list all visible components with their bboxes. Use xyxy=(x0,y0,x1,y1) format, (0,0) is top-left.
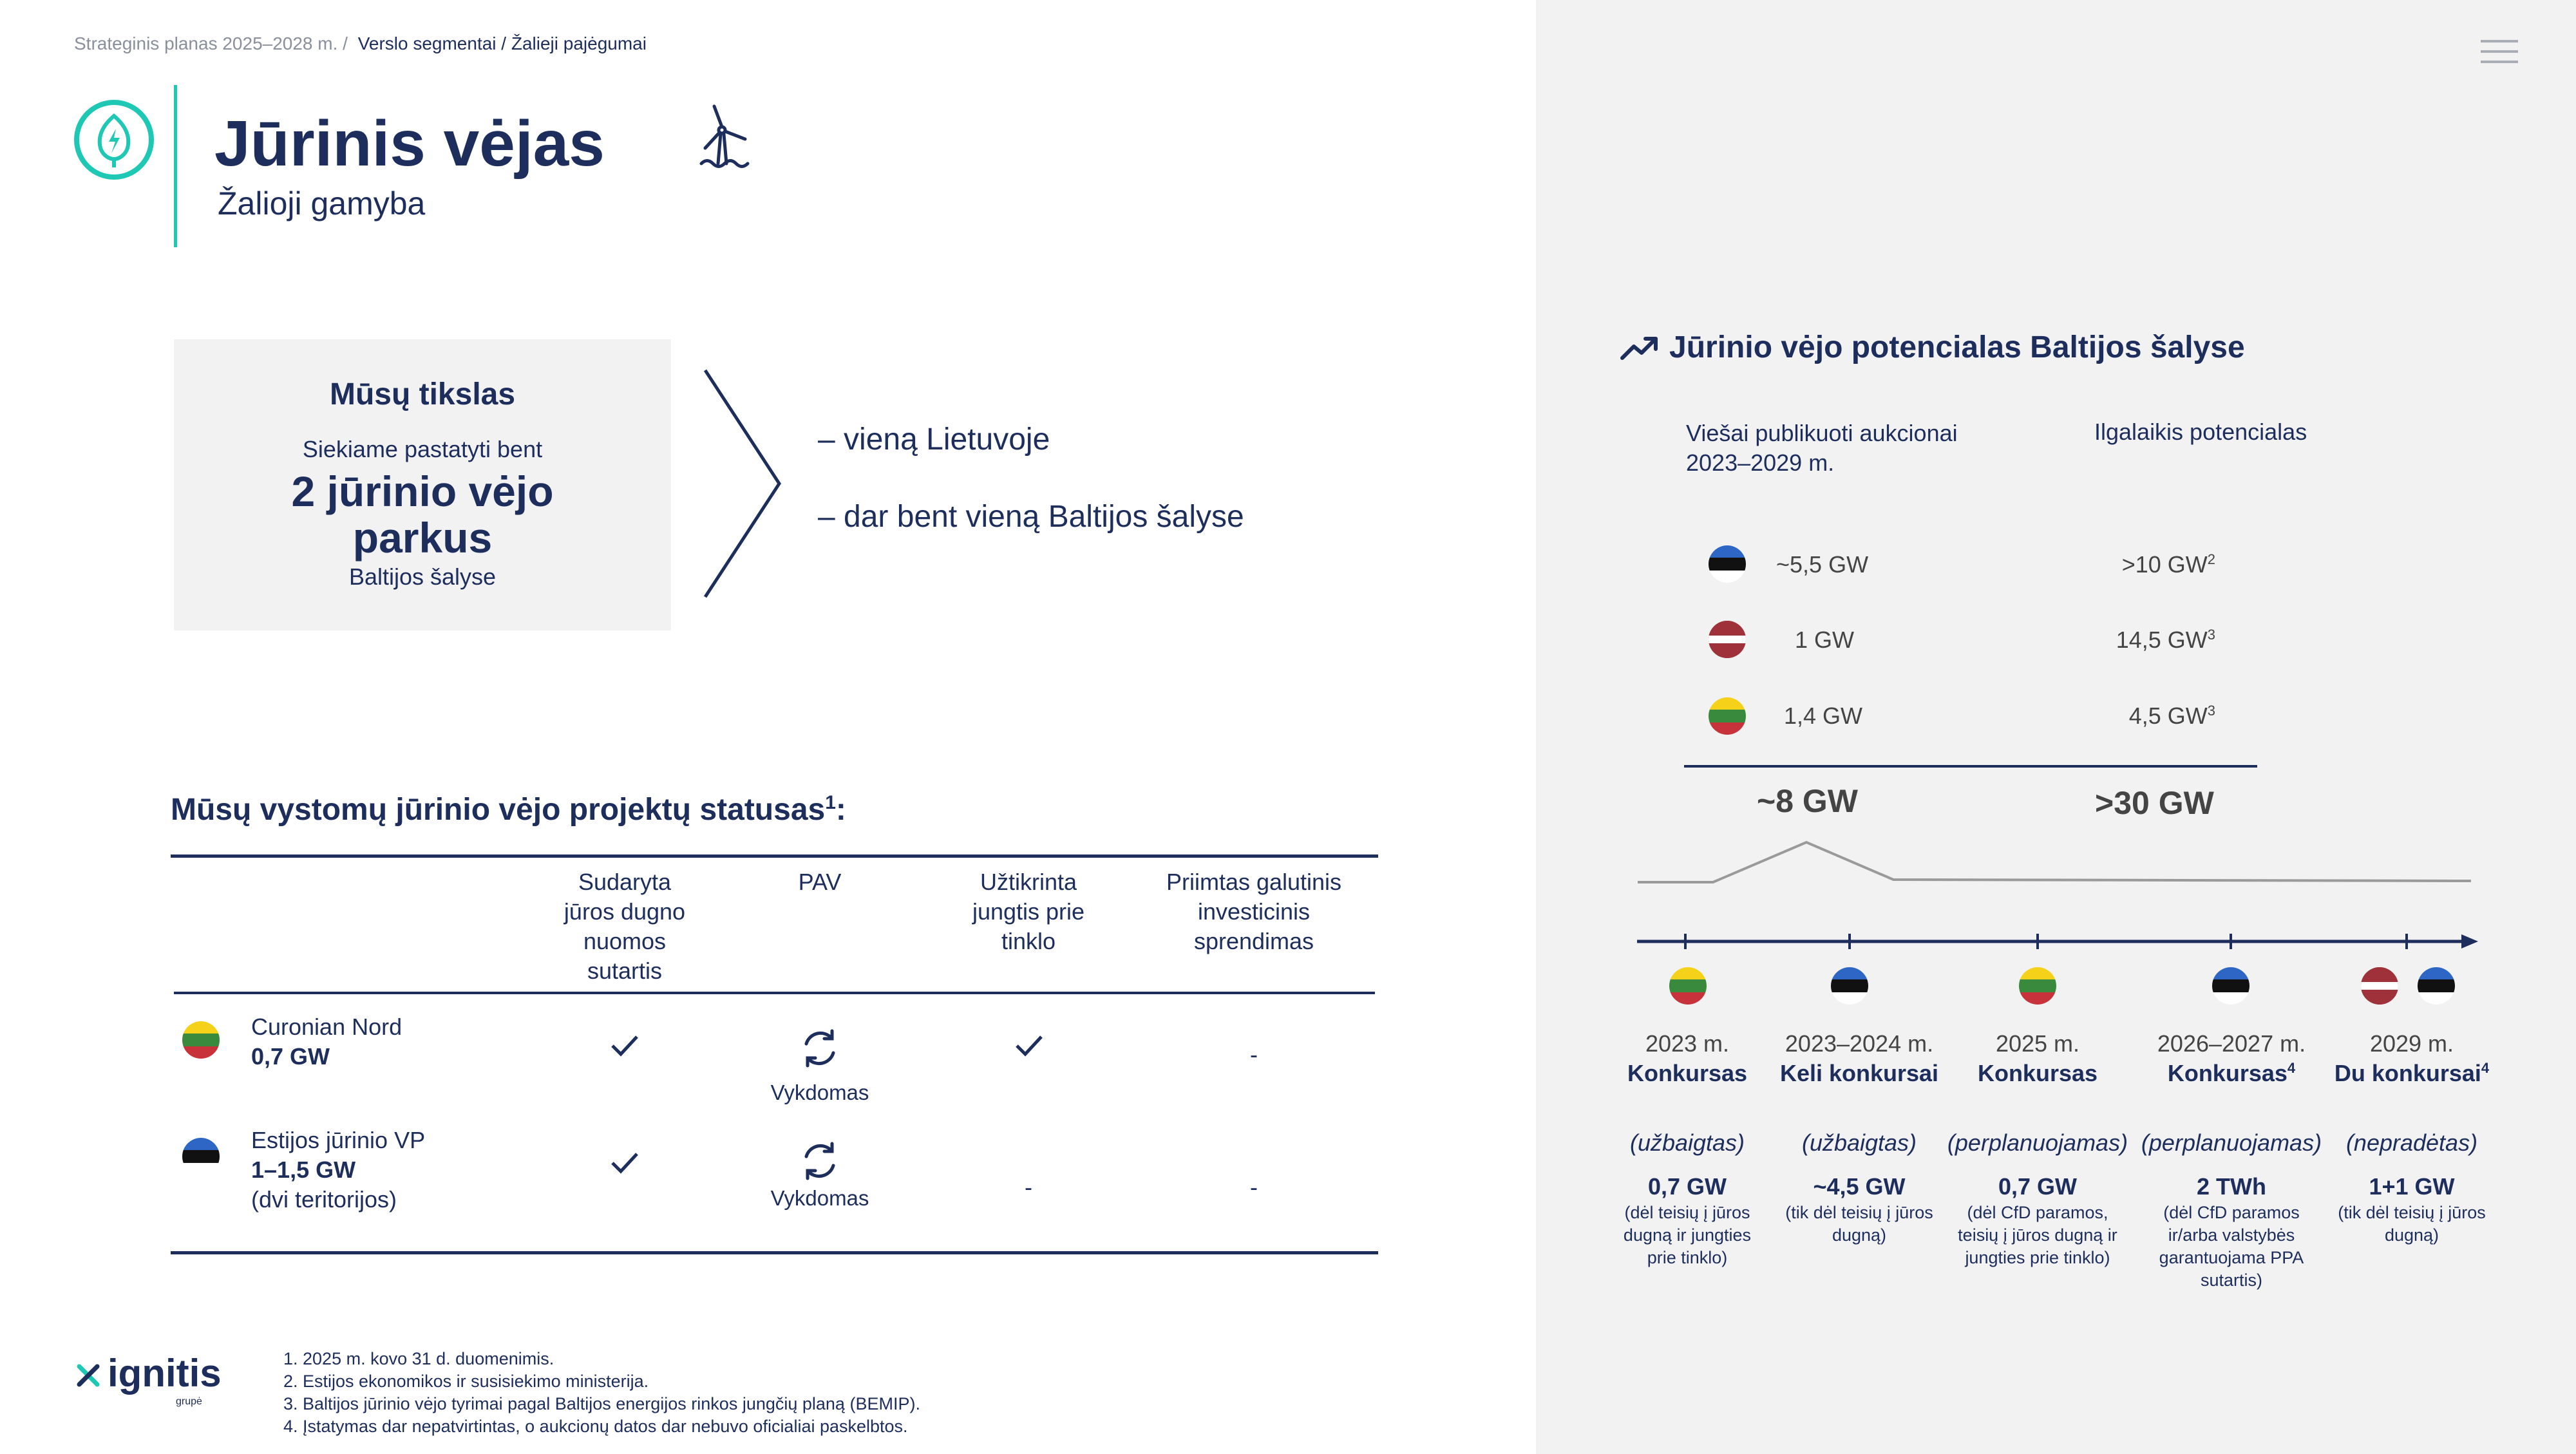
goal-line1: Siekiame pastatyti bent xyxy=(302,436,543,462)
goal-heading: Mūsų tikslas xyxy=(329,377,516,411)
goal-bullet-2: – dar bent vieną Baltijos šalyse xyxy=(818,500,1244,534)
timeline-value: 0,7 GW xyxy=(1647,1173,1727,1200)
timeline-item-2025 xyxy=(1931,1030,2144,1269)
table-header-rule xyxy=(174,992,1375,994)
footnote-2: 2. Estijos ekonomikos ir susisiekimo ministerija. xyxy=(283,1372,649,1391)
status-title-colon: : xyxy=(835,793,846,827)
potential-total-rule xyxy=(1684,765,2257,768)
project-capacity: 0,7 GW xyxy=(251,1043,330,1070)
potential-title: Jūrinio vėjo potencialas Baltijos šalyse xyxy=(1669,330,2245,364)
table-bottom-rule xyxy=(171,1251,1378,1254)
timeline-desc: (tik dėl teisių į jūros dugną) xyxy=(1785,1203,1933,1245)
goal-bullet-1: – vieną Lietuvoje xyxy=(818,422,1050,457)
flag-latvia-icon xyxy=(2361,967,2398,1005)
potential-col1-header: Viešai publikuoti aukcionai 2023–2029 m. xyxy=(1686,420,1958,476)
timeline-value: 1+1 GW xyxy=(2369,1173,2455,1200)
potential-value-lithuania: 4,5 $GW^3$ xyxy=(2128,703,2215,729)
potential-value-estonia: >10 $GW^2$ xyxy=(2121,551,2215,578)
goal-big-line2: parkus xyxy=(352,514,493,562)
timeline-status: (perplanuojamas) xyxy=(1947,1129,2128,1156)
timeline-status: (užbaigtas) xyxy=(1801,1129,1917,1156)
logo[interactable] xyxy=(74,1352,229,1409)
page-subtitle: Žalioji gamyba xyxy=(218,185,426,222)
table-top-rule xyxy=(171,854,1378,858)
check-icon xyxy=(611,1151,639,1175)
project-capacity: 1–1,5 GW xyxy=(251,1157,356,1183)
flag-estonia-icon xyxy=(1831,967,1868,1005)
timeline-label: Du konkursai$^4$ xyxy=(2334,1060,2490,1086)
timeline-year: 2023 m. xyxy=(1645,1030,1730,1057)
col-header-pav: PAV xyxy=(798,869,842,895)
table-row xyxy=(251,1126,425,1214)
pav-status-label: Vykdomas xyxy=(770,1186,869,1210)
flag-lithuania-icon xyxy=(2019,967,2056,1005)
timeline-value: 0,7 GW xyxy=(1998,1173,2078,1200)
status-table-title xyxy=(171,792,846,827)
timeline-status: (nepradėtas) xyxy=(2345,1129,2478,1156)
breadcrumb xyxy=(74,33,647,54)
timeline-year: 2029 m. xyxy=(2369,1030,2454,1057)
grid-status: - xyxy=(1025,1174,1032,1200)
breadcrumb-parent[interactable]: Strateginis planas 2025–2028 m. / xyxy=(74,33,348,53)
goal-box xyxy=(174,339,671,630)
check-icon xyxy=(1015,1034,1043,1057)
timeline-desc: (dėl CfD paramos ir/arba valstybės garantuojama PPA sutartis) xyxy=(2159,1203,2304,1290)
project-name: Estijos jūrinio VP xyxy=(251,1127,426,1153)
status-title-text: Mūsų vystomų jūrinio vėjo projektų statusas xyxy=(171,793,826,827)
goal-big-line1: 2 jūrinio vėjo xyxy=(291,467,554,515)
timeline-status: (užbaigtas) xyxy=(1629,1129,1745,1156)
timeline-label: Keli konkursai xyxy=(1779,1060,1939,1086)
chevron-right-icon xyxy=(702,367,786,600)
flag-estonia-icon xyxy=(2212,967,2249,1005)
timeline-desc: (tik dėl teisių į jūros dugną) xyxy=(2338,1203,2486,1245)
refresh-icon xyxy=(799,1140,841,1182)
col-header-fid: Priimtas galutinis investicinis sprendimas xyxy=(1166,869,1342,954)
timeline-year: 2023–2024 m. xyxy=(1785,1030,1934,1057)
fid-status: - xyxy=(1250,1041,1258,1068)
title-divider xyxy=(174,85,177,247)
potential-col2-header: Ilgalaikis potencialas xyxy=(2094,419,2307,445)
total-potential: >30 GW xyxy=(2095,785,2214,821)
footnote-3: 3. Baltijos jūrinio vėjo tyrimai pagal Baltijos energijos rinkos jungčių planą (BEMIP). xyxy=(283,1394,920,1413)
flag-lithuania-icon xyxy=(182,1021,220,1059)
goal-line3: Baltijos šalyse xyxy=(348,563,497,590)
trend-up-icon xyxy=(1620,334,1660,362)
menu-icon[interactable] xyxy=(2481,39,2518,64)
flag-lithuania-icon xyxy=(1709,697,1746,735)
flag-latvia-icon xyxy=(1709,621,1746,658)
col-header-lease: Sudaryta jūros dugno nuomos sutartis xyxy=(564,869,686,984)
auction-value-estonia: ~5,5 GW xyxy=(1776,551,1869,578)
potential-value-latvia: 14,5 $GW^3$ xyxy=(2116,627,2215,653)
timeline-year: 2026–2027 m. xyxy=(2157,1030,2306,1057)
auction-value-lithuania: 1,4 GW xyxy=(1784,703,1863,729)
page-title: Jūrinis vėjas xyxy=(214,108,605,180)
project-name: Curonian Nord xyxy=(251,1014,402,1040)
table-row xyxy=(251,1012,402,1072)
timeline-status: (perplanuojamas) xyxy=(2141,1129,2322,1156)
pav-status-label: Vykdomas xyxy=(770,1081,869,1104)
timeline-item-2029 xyxy=(2306,1030,2518,1247)
logo-text: ignitis xyxy=(108,1352,222,1395)
timeline-label: Konkursas xyxy=(1627,1060,1748,1086)
flag-estonia-icon xyxy=(2418,967,2455,1005)
timeline-axis xyxy=(1636,932,2479,952)
bracket-line xyxy=(1636,837,2473,889)
total-auction: ~8 GW xyxy=(1757,783,1858,819)
timeline-label: Konkursas$^4$ xyxy=(2167,1060,2296,1086)
col-header-grid: Užtikrinta jungtis prie tinklo xyxy=(972,869,1085,954)
leaf-lightning-icon xyxy=(72,98,156,182)
timeline-desc: (dėl teisių į jūros dugną ir jungties prie tinklo) xyxy=(1623,1203,1752,1267)
refresh-icon xyxy=(799,1027,841,1070)
flag-estonia-icon xyxy=(182,1138,220,1175)
footnote-4: 4. Įstatymas dar nepatvirtintas, o aukcionų datos dar nebuvo oficialiai paskelbtos. xyxy=(283,1417,908,1436)
timeline-year: 2025 m. xyxy=(1995,1030,2080,1057)
timeline-desc: (dėl CfD paramos, teisių į jūros dugną ir jungties prie tinklo) xyxy=(1958,1203,2117,1267)
breadcrumb-current: Verslo segmentai / Žalieji pajėgumai xyxy=(357,33,647,53)
timeline-value: ~4,5 GW xyxy=(1813,1173,1906,1200)
footnote-1: 1. 2025 m. kovo 31 d. duomenimis. xyxy=(283,1349,554,1368)
logo-mark-icon xyxy=(74,1361,102,1390)
logo-sub: grupė xyxy=(176,1396,202,1407)
flag-lithuania-icon xyxy=(1669,967,1707,1005)
status-title-sup: 1 xyxy=(825,792,836,813)
check-icon xyxy=(611,1034,639,1057)
wind-turbine-icon xyxy=(699,103,750,174)
auction-value-latvia: 1 GW xyxy=(1795,627,1855,653)
fid-status: - xyxy=(1250,1174,1258,1200)
timeline-value: 2 TWh xyxy=(2197,1173,2266,1200)
footnotes xyxy=(283,1348,920,1438)
project-extra: (dvi teritorijos) xyxy=(251,1186,397,1213)
flag-estonia-icon xyxy=(1709,545,1746,583)
timeline-label: Konkursas xyxy=(1977,1060,2098,1086)
